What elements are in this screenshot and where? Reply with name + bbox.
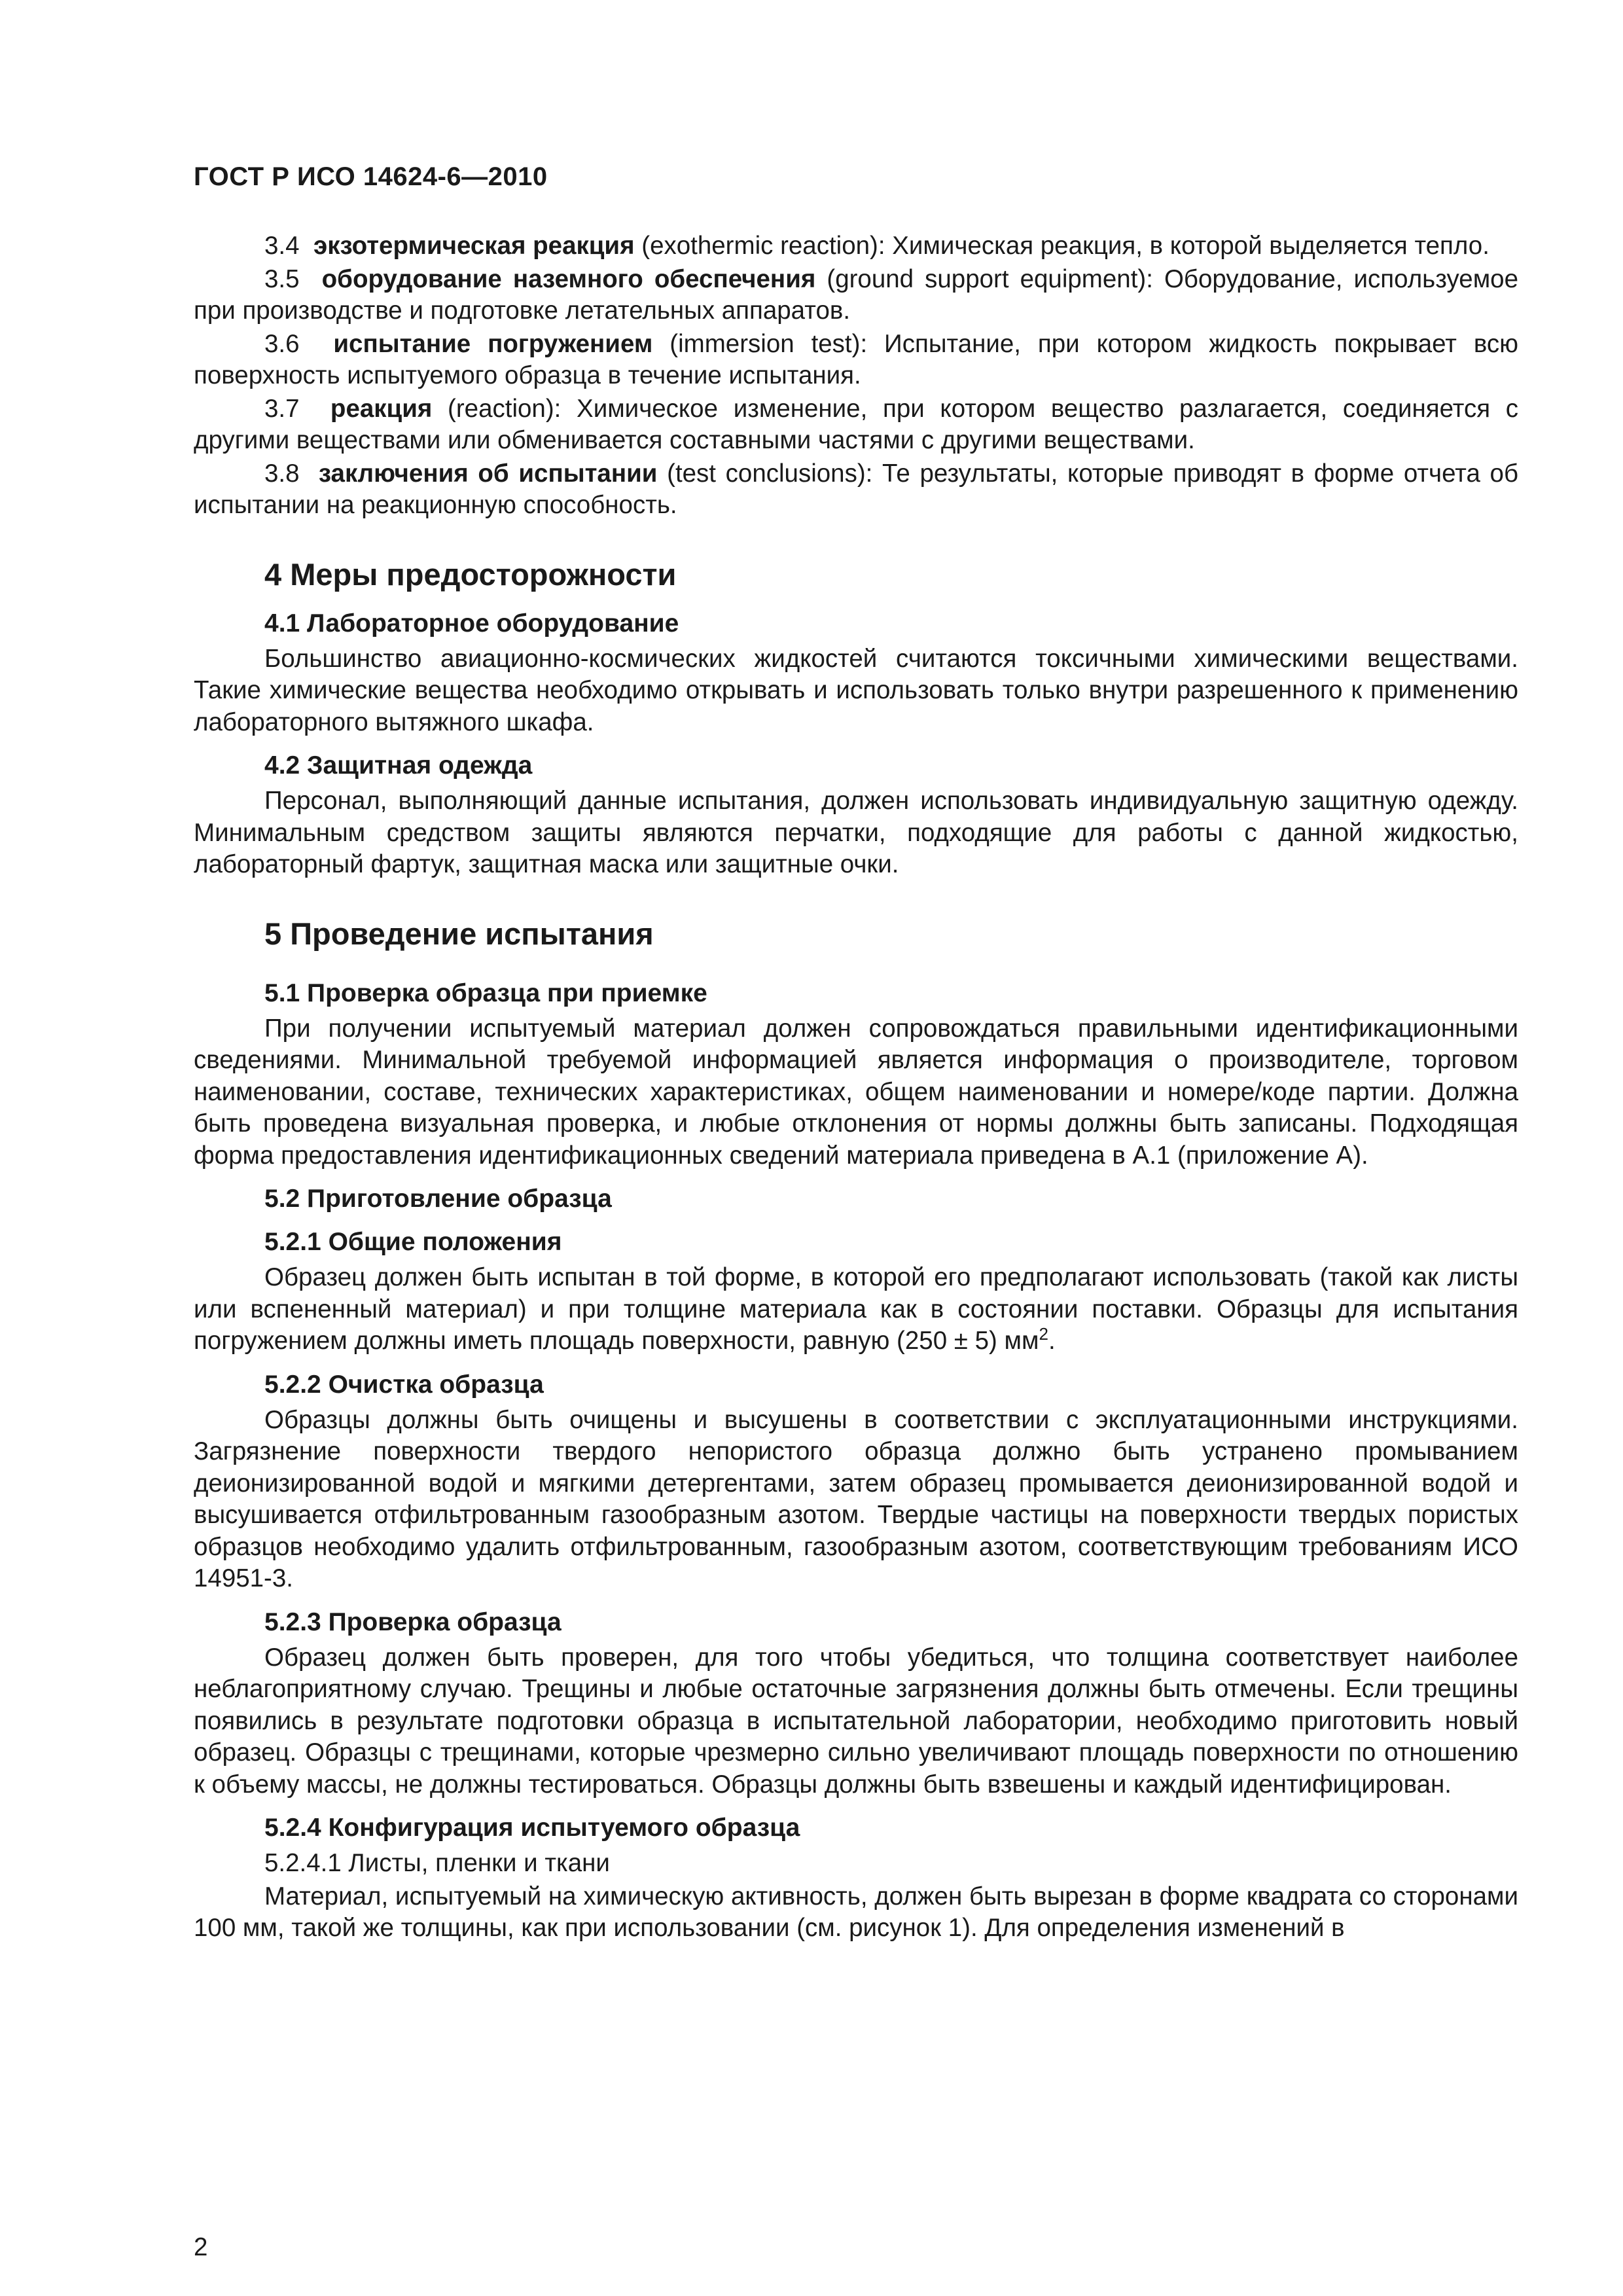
definition-term: экзотермическая реакция	[313, 232, 635, 260]
section-5-2-3-text: Образец должен быть проверен, для того чтобы убедиться, что толщина соответствует наиболее неблагоприятному случаю. Трещины и любые остаточные загрязнения должны быть отмечены. Если трещины появились в результате подготовки образца в испытательной лаборатории, необходимо приготовить новый образец. Образцы с трещинами, которые чрезмерно сильно увеличивают площадь поверхности по отношению к объему массы, не должны тестироваться. Образцы должны быть взвешены и каждый идентифицирован.	[194, 1643, 1518, 1799]
definition-number: 3.7	[264, 394, 300, 423]
definition-number: 3.8	[264, 459, 300, 488]
section-5-2-heading: 5.2 Приготовление образца	[264, 1185, 612, 1213]
definition-term: оборудование наземного обеспечения	[321, 264, 816, 293]
page-number: 2	[194, 2233, 208, 2261]
definition-number: 3.5	[264, 264, 300, 293]
section-5-2-4-1-heading: 5.2.4.1 Листы, пленки и ткани	[264, 1849, 610, 1877]
definition-term: реакция	[330, 394, 433, 423]
document-header: ГОСТ Р ИСО 14624-6—2010	[194, 162, 548, 191]
definition-term: испытание погружением	[333, 329, 653, 358]
definition-text: (ground support equipment): Оборудование, используемое при производстве и подготовке летательных аппаратов.	[194, 264, 1518, 325]
section-5-2-3-heading: 5.2.3 Проверка образца	[264, 1607, 562, 1636]
document-body	[194, 230, 1518, 1946]
definition-3-7	[194, 393, 1518, 457]
section-4-2-heading: 4.2 Защитная одежда	[264, 751, 533, 780]
definition-3-6	[194, 329, 1518, 392]
section-4-1-text: Большинство авиационно-космических жидкостей считаются токсичными химическими веществами. Такие химические вещества необходимо открывать и использовать только внутри разрешенного к применению лабораторного вытяжного шкафа.	[194, 644, 1518, 736]
section-5-heading: 5 Проведение испытания	[264, 916, 654, 951]
definition-text: (test conclusions): Те результаты, которые приводят в форме отчета об испытании на реакционную способность.	[194, 459, 1518, 519]
definition-3-8	[194, 458, 1518, 522]
definition-3-5	[194, 264, 1518, 327]
section-4-heading: 4 Меры предосторожности	[264, 556, 677, 592]
definition-text: (immersion test): Испытание, при котором жидкость покрывает всю поверхность испытуемого образца в течение испытания.	[194, 329, 1519, 389]
section-4-1-heading: 4.1 Лабораторное оборудование	[264, 609, 679, 637]
section-5-2-1-heading: 5.2.1 Общие положения	[264, 1228, 562, 1256]
section-5-2-2-text: Образцы должны быть очищены и высушены в соответствии с эксплуатационными инструкциями. Загрязнение поверхности твердого непористого образца должно быть устранено промыванием деионизированной водой и мягкими детергентами, затем образец промывается деионизированной водой и высушивается отфильтрованным газообразным азотом. Твердые частицы на поверхности твердых пористых образцов необходимо удалить отфильтрованным, газообразным азотом, соответствующим требованиям ИСО 14951-3.	[194, 1405, 1518, 1592]
section-5-2-2-heading: 5.2.2 Очистка образца	[264, 1370, 544, 1399]
section-5-2-4-heading: 5.2.4 Конфигурация испытуемого образца	[264, 1814, 800, 1842]
section-4-2-text: Персонал, выполняющий данные испытания, должен использовать индивидуальную защитную одежду. Минимальным средством защиты являются перчатки, подходящие для работы с данной жидкостью, лабораторный фартук, защитная маска или защитные очки.	[194, 787, 1518, 878]
definition-3-4	[194, 230, 1518, 262]
section-5-2-1-body: Образец должен быть испытан в той форме, в которой его предполагают использовать (такой как листы или вспененный материал) и при толщине материала как в состоянии поставки. Образцы для испытания погружением должны иметь площадь поверхности, равную (250 ± 5) мм	[194, 1263, 1518, 1355]
definition-number: 3.4	[264, 232, 300, 260]
section-5-1-heading: 5.1 Проверка образца при приемке	[264, 978, 707, 1007]
section-5-2-4-1-text: Материал, испытуемый на химическую активность, должен быть вырезан в форме квадрата со сторонами 100 мм, такой же толщины, как при использовании (см. рисунок 1). Для определения изменений в	[194, 1882, 1518, 1942]
superscript-2: 2	[1039, 1324, 1048, 1344]
section-5-1-text: При получении испытуемый материал должен сопровождаться правильными идентификационными сведениями. Минимальной требуемой информацией является информация о производителе, торговом наименовании, составе, технических характеристиках, общем наименовании и номере/коде партии. Должна быть проведена визуальная проверка, и любые отклонения от нормы должны быть записаны. Подходящая форма предоставления идентификационных сведений материала приведена в А.1 (приложение А).	[194, 1014, 1518, 1170]
definition-text: (exothermic reaction): Химическая реакция, в которой выделяется тепло.	[634, 232, 1489, 260]
definition-term: заключения об испытании	[318, 459, 658, 488]
definition-text: (reaction): Химическое изменение, при котором вещество разлагается, соединяется с другими веществами или обменивается составными частями с другими веществами.	[194, 394, 1518, 454]
definition-number: 3.6	[264, 329, 300, 358]
section-5-2-1-end: .	[1048, 1327, 1056, 1355]
section-5-2-1-text	[194, 1262, 1518, 1357]
